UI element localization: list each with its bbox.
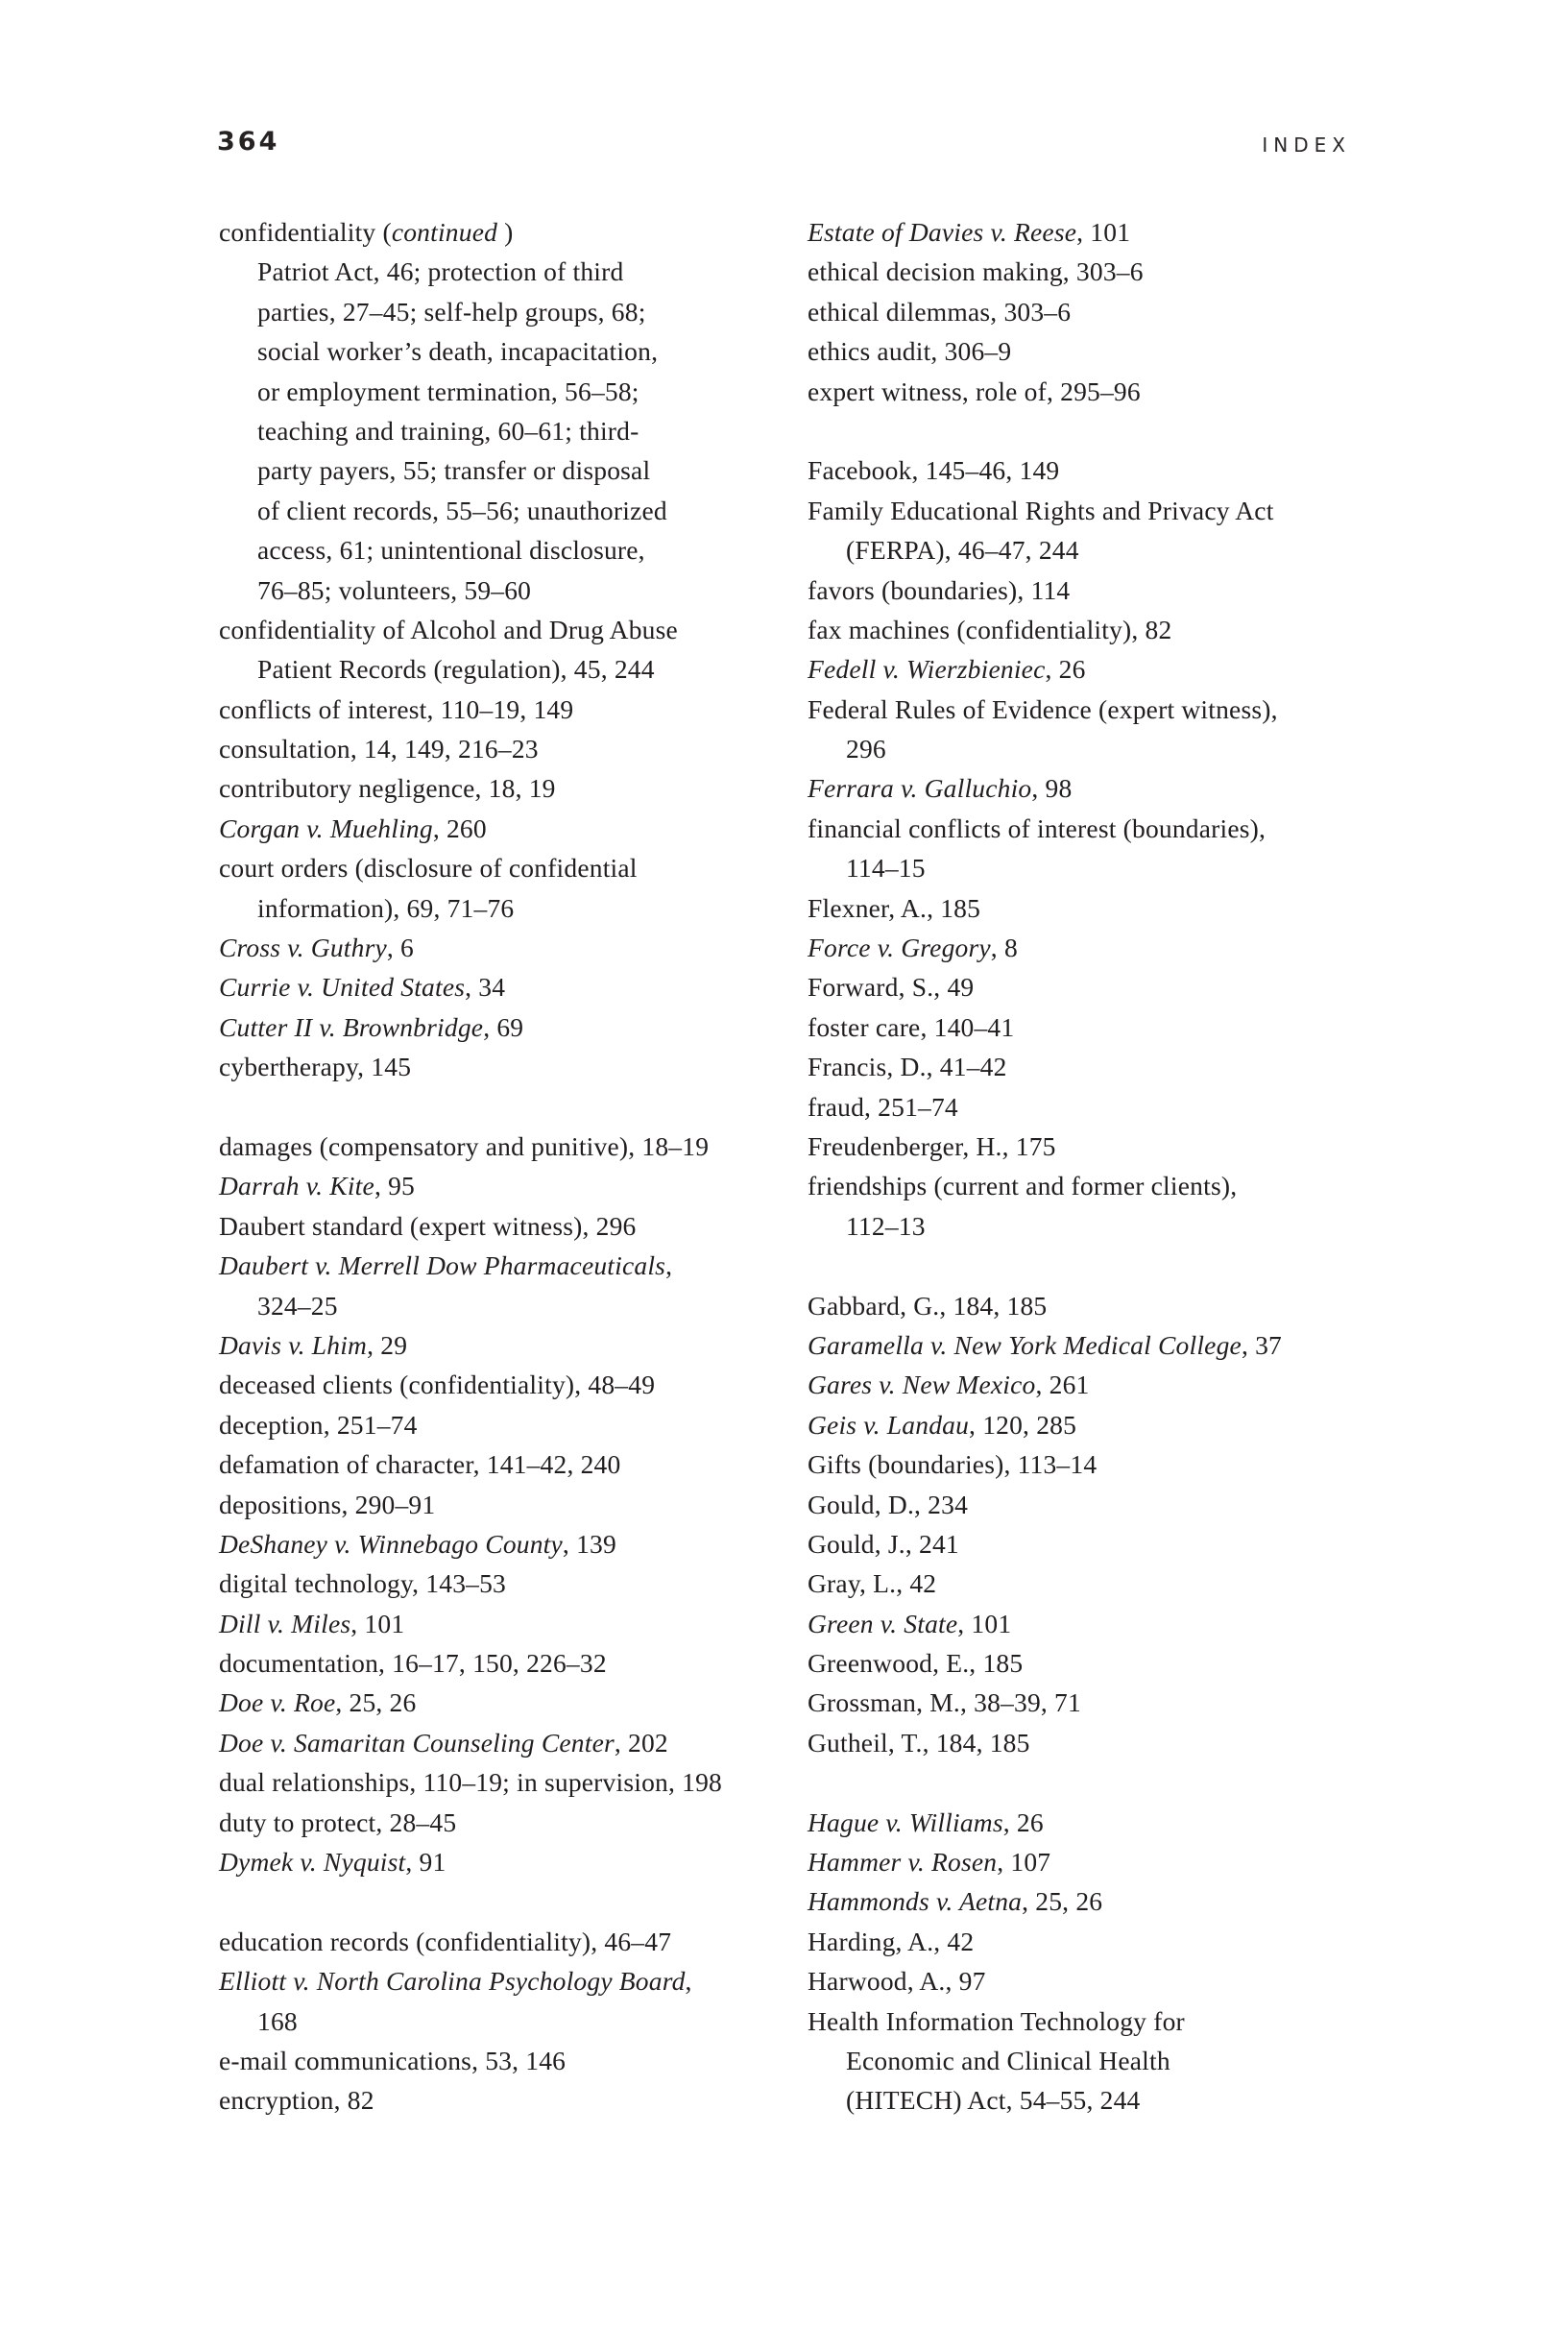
index-entry-text: Harwood, A., 97 <box>808 1966 986 1997</box>
blank-line <box>219 1881 814 1921</box>
index-column-left <box>219 212 814 2121</box>
index-entry-line <box>219 1723 814 1762</box>
index-entry-text: ethical dilemmas, 303–6 <box>808 296 1072 327</box>
index-entry-text: , 34 <box>465 972 506 1003</box>
index-entry-text: Health Information Technology for <box>808 2005 1185 2036</box>
index-entry-line <box>808 372 1403 411</box>
index-entry-case-name: Geis v. Landau <box>808 1409 970 1440</box>
index-entry-line <box>808 1643 1403 1683</box>
index-entry-line <box>808 1405 1403 1444</box>
index-entry-line <box>219 1405 814 1444</box>
index-entry-text: fax machines (confidentiality), 82 <box>808 614 1172 644</box>
index-entry-text: ethics audit, 306–9 <box>808 336 1012 367</box>
index-entry-text: foster care, 140–41 <box>808 1011 1015 1042</box>
index-entry-line <box>808 1683 1403 1722</box>
index-entry-case-name: Doe v. Samaritan Counseling Center <box>219 1727 615 1758</box>
index-entry-line <box>808 928 1403 967</box>
index-entry-line <box>219 1047 814 1086</box>
index-entry-text: of client records, 55–56; unauthorized <box>257 495 667 525</box>
index-entry-line <box>808 809 1403 848</box>
index-entry-text: consultation, 14, 149, 216–23 <box>219 734 539 764</box>
index-entry-text: Forward, S., 49 <box>808 972 975 1003</box>
index-entry-text: , 261 <box>1035 1370 1090 1400</box>
index-entry-line <box>808 491 1403 530</box>
index-entry-text: Greenwood, E., 185 <box>808 1648 1024 1679</box>
index-entry-line <box>219 1564 814 1603</box>
index-entry-line <box>219 649 814 689</box>
index-entry-line <box>808 1047 1403 1086</box>
index-entry-line <box>219 252 814 291</box>
index-entry-text: defamation of character, 141–42, 240 <box>219 1449 621 1480</box>
index-entry-text: , 101 <box>1076 217 1131 247</box>
index-entry-text: court orders (disclosure of confidential <box>219 853 638 884</box>
index-entry-line <box>219 610 814 649</box>
index-entry-line <box>808 1087 1403 1127</box>
index-entry-text: ethical decision making, 303–6 <box>808 256 1144 287</box>
index-entry-text: , 69 <box>483 1011 524 1042</box>
index-entry-case-name: Cross v. Guthry <box>219 933 387 963</box>
index-entry-text: 114–15 <box>846 853 926 884</box>
index-entry-text: , 95 <box>374 1171 415 1201</box>
index-entry-text: damages (compensatory and punitive), 18–19 <box>219 1130 710 1161</box>
index-entry-text: (HITECH) Act, 54–55, 244 <box>846 2085 1141 2116</box>
index-entry-line <box>808 1842 1403 1881</box>
index-entry-text: , 91 <box>405 1847 446 1878</box>
index-entry-line <box>219 928 814 967</box>
index-entry-line <box>808 1803 1403 1842</box>
index-entry-text: , 260 <box>432 812 487 843</box>
index-entry-text: social worker’s death, incapacitation, <box>257 336 659 367</box>
index-entry-line <box>219 1485 814 1524</box>
index-column-right <box>808 212 1403 2121</box>
index-entry-line <box>219 729 814 768</box>
index-entry-text: ) <box>497 217 514 247</box>
index-entry-text: encryption, 82 <box>219 2085 374 2116</box>
index-entry-text: Gray, L., 42 <box>808 1568 937 1599</box>
index-entry-text: , 25, 26 <box>1022 1886 1103 1917</box>
index-entry-case-name: Dymek v. Nyquist <box>219 1847 406 1878</box>
index-entry-line <box>219 967 814 1006</box>
index-entry-text: , <box>685 1966 692 1997</box>
index-entry-line <box>808 331 1403 371</box>
index-entry-text: Patient Records (regulation), 45, 244 <box>257 654 655 685</box>
index-entry-text: education records (confidentiality), 46–47 <box>219 1926 672 1956</box>
index-entry-text: , 139 <box>562 1528 616 1559</box>
index-entry-case-name: Davis v. Lhim <box>219 1329 368 1360</box>
index-entry-line <box>808 2041 1403 2080</box>
index-entry-text: 296 <box>846 734 886 764</box>
index-entry-line <box>219 1325 814 1365</box>
index-entry-text: Patriot Act, 46; protection of third <box>257 256 624 287</box>
index-entry-case-name: Gares v. New Mexico <box>808 1370 1036 1400</box>
index-entry-text: , <box>665 1250 673 1281</box>
index-entry-text: , 25, 26 <box>335 1687 417 1718</box>
index-entry-text: duty to protect, 28–45 <box>219 1806 457 1837</box>
index-entry-line <box>219 888 814 928</box>
index-entry-text: expert witness, role of, 295–96 <box>808 376 1141 406</box>
index-entry-text: access, 61; unintentional disclosure, <box>257 535 645 566</box>
index-entry-line <box>219 1604 814 1643</box>
index-entry-case-name: Green v. State <box>808 1608 958 1638</box>
index-entry-line <box>808 848 1403 887</box>
index-entry-line <box>808 967 1403 1006</box>
index-entry-line <box>808 1365 1403 1404</box>
page-number: 364 <box>217 127 280 157</box>
index-entry-text: depositions, 290–91 <box>219 1489 436 1519</box>
index-entry-line <box>219 1166 814 1205</box>
index-entry-text: deceased clients (confidentiality), 48–49 <box>219 1370 656 1400</box>
index-entry-text: Freudenberger, H., 175 <box>808 1130 1056 1161</box>
index-entry-line <box>219 530 814 570</box>
index-entry-text: documentation, 16–17, 150, 226–32 <box>219 1648 607 1679</box>
index-entry-case-name: Dill v. Miles <box>219 1608 351 1638</box>
index-entry-text: , 101 <box>350 1608 405 1638</box>
index-entry-line <box>808 729 1403 768</box>
blank-line <box>808 411 1403 450</box>
index-entry-case-name: Currie v. United States <box>219 972 466 1003</box>
index-entry-case-name: Fedell v. Wierzbieniec <box>808 654 1046 685</box>
index-entry-line <box>219 1842 814 1881</box>
index-entry-text: financial conflicts of interest (boundaries), <box>808 812 1266 843</box>
index-entry-text: , 29 <box>367 1329 408 1360</box>
index-entry-line <box>219 1365 814 1404</box>
index-entry-text: friendships (current and former clients), <box>808 1171 1238 1201</box>
index-entry-case-name: Estate of Davies v. Reese <box>808 217 1077 247</box>
index-entry-line <box>808 690 1403 729</box>
index-entry-text: Federal Rules of Evidence (expert witness), <box>808 693 1278 724</box>
index-entry-line <box>219 1007 814 1047</box>
index-entry-line <box>219 1206 814 1246</box>
index-entry-case-name: Hammonds v. Aetna <box>808 1886 1023 1917</box>
index-entry-line <box>219 491 814 530</box>
index-entry-case-name: Darrah v. Kite <box>219 1171 374 1201</box>
index-entry-line <box>808 530 1403 570</box>
index-entry-line <box>808 292 1403 331</box>
index-entry-line <box>219 2080 814 2120</box>
index-entry-text: , 26 <box>1045 654 1086 685</box>
index-entry-text: favors (boundaries), 114 <box>808 574 1071 605</box>
index-entry-case-name: Doe v. Roe <box>219 1687 336 1718</box>
index-entry-line <box>219 331 814 371</box>
index-entry-text: 76–85; volunteers, 59–60 <box>257 574 532 605</box>
index-entry-line <box>808 768 1403 808</box>
index-entry-line <box>808 2001 1403 2041</box>
index-entry-line <box>219 1643 814 1683</box>
index-entry-line <box>219 848 814 887</box>
index-entry-line <box>219 212 814 252</box>
index-entry-line <box>219 1524 814 1564</box>
index-entry-line <box>808 1286 1403 1325</box>
index-entry-line <box>808 1325 1403 1365</box>
index-entry-line <box>219 1803 814 1842</box>
index-entry-case-name: Corgan v. Muehling <box>219 812 433 843</box>
index-entry-text: deception, 251–74 <box>219 1409 418 1440</box>
index-entry-text: 168 <box>257 2005 298 2036</box>
index-entry-text: 112–13 <box>846 1210 926 1241</box>
index-entry-text: Grossman, M., 38–39, 71 <box>808 1687 1081 1718</box>
index-entry-line <box>219 1286 814 1325</box>
index-entry-text: Economic and Clinical Health <box>846 2045 1170 2075</box>
index-entry-text: information), 69, 71–76 <box>257 892 515 923</box>
index-entry-line <box>219 768 814 808</box>
index-entry-text: , 8 <box>990 933 1018 963</box>
index-entry-line <box>808 888 1403 928</box>
index-entry-text: Gifts (boundaries), 113–14 <box>808 1449 1098 1480</box>
index-entry-line <box>219 2001 814 2041</box>
index-entry-line <box>808 1961 1403 2000</box>
index-entry-case-name: Garamella v. New York Medical College <box>808 1329 1242 1360</box>
index-entry-line <box>808 1206 1403 1246</box>
index-entry-text: Gutheil, T., 184, 185 <box>808 1727 1030 1758</box>
index-entry-case-name: DeShaney v. Winnebago County <box>219 1528 563 1559</box>
index-entry-line <box>219 690 814 729</box>
index-entry-text: (FERPA), 46–47, 244 <box>846 535 1079 566</box>
index-entry-text: , 101 <box>957 1608 1012 1638</box>
index-entry-case-name: Hammer v. Rosen <box>808 1847 998 1878</box>
index-entry-case-name: Elliott v. North Carolina Psychology Board <box>219 1966 686 1997</box>
index-entry-line <box>808 1604 1403 1643</box>
index-entry-text: fraud, 251–74 <box>808 1091 958 1122</box>
index-entry-case-name: Hague v. Williams <box>808 1806 1003 1837</box>
index-entry-line <box>219 292 814 331</box>
index-entry-text: Flexner, A., 185 <box>808 892 981 923</box>
index-entry-line <box>808 252 1403 291</box>
index-entry-line <box>219 1762 814 1802</box>
index-entry-text: Gould, J., 241 <box>808 1528 959 1559</box>
index-entry-text: confidentiality ( <box>219 217 392 247</box>
index-entry-text: cybertherapy, 145 <box>219 1052 412 1082</box>
index-entry-text: , 120, 285 <box>969 1409 1077 1440</box>
index-entry-case-name: Daubert v. Merrell Dow Pharmaceuticals <box>219 1250 666 1281</box>
index-entry-line <box>808 1564 1403 1603</box>
index-entry-text: , 26 <box>1002 1806 1044 1837</box>
index-entry-line <box>808 1881 1403 1921</box>
index-entry-line <box>808 1166 1403 1205</box>
index-entry-line <box>808 2080 1403 2120</box>
index-entry-text: , 107 <box>997 1847 1051 1878</box>
index-entry-line <box>808 1444 1403 1484</box>
index-entry-line <box>219 809 814 848</box>
index-entry-line <box>219 1246 814 1285</box>
index-entry-text: Gabbard, G., 184, 185 <box>808 1290 1048 1321</box>
index-entry-text: , 98 <box>1031 773 1073 804</box>
index-entry-text: Family Educational Rights and Privacy Act <box>808 495 1274 525</box>
index-entry-case-name: Force v. Gregory <box>808 933 991 963</box>
index-entry-line <box>808 1524 1403 1564</box>
index-entry-text: Daubert standard (expert witness), 296 <box>219 1210 637 1241</box>
index-entry-text: teaching and training, 60–61; third- <box>257 415 639 446</box>
index-entry-line <box>808 1007 1403 1047</box>
index-entry-line <box>219 1922 814 1961</box>
index-entry-text: Francis, D., 41–42 <box>808 1052 1007 1082</box>
index-entry-text: dual relationships, 110–19; in supervision, 198 <box>219 1767 722 1798</box>
running-head: INDEX <box>1262 133 1351 157</box>
index-entry-line <box>219 2041 814 2080</box>
index-entry-line <box>219 1961 814 2000</box>
index-entry-case-name: continued <box>391 217 498 247</box>
index-entry-line <box>808 1127 1403 1166</box>
index-entry-line <box>808 570 1403 610</box>
blank-line <box>808 1246 1403 1285</box>
index-entry-text: parties, 27–45; self-help groups, 68; <box>257 296 646 327</box>
index-entry-text: Harding, A., 42 <box>808 1926 975 1956</box>
index-entry-text: contributory negligence, 18, 19 <box>219 773 556 804</box>
index-entry-text: digital technology, 143–53 <box>219 1568 506 1599</box>
index-entry-line <box>219 450 814 490</box>
index-entry-text: , 37 <box>1241 1329 1282 1360</box>
index-entry-line <box>219 570 814 610</box>
index-entry-line <box>808 1922 1403 1961</box>
index-entry-line <box>808 450 1403 490</box>
index-entry-line <box>219 372 814 411</box>
index-entry-line <box>808 1723 1403 1762</box>
index-entry-line <box>219 1127 814 1166</box>
blank-line <box>808 1762 1403 1802</box>
index-entry-text: e-mail communications, 53, 146 <box>219 2045 567 2075</box>
index-entry-line <box>219 1683 814 1722</box>
index-entry-line <box>808 649 1403 689</box>
index-entry-line <box>808 212 1403 252</box>
index-entry-case-name: Ferrara v. Galluchio <box>808 773 1032 804</box>
index-entry-text: Gould, D., 234 <box>808 1489 969 1519</box>
index-entry-text: conflicts of interest, 110–19, 149 <box>219 693 574 724</box>
index-entry-line <box>219 411 814 450</box>
index-entry-line <box>808 1485 1403 1524</box>
index-entry-case-name: Cutter II v. Brownbridge <box>219 1011 484 1042</box>
index-entry-text: confidentiality of Alcohol and Drug Abuse <box>219 614 678 644</box>
index-entry-text: , 202 <box>614 1727 668 1758</box>
index-entry-line <box>808 610 1403 649</box>
index-entry-text: Facebook, 145–46, 149 <box>808 455 1060 486</box>
blank-line <box>219 1087 814 1127</box>
index-entry-text: 324–25 <box>257 1290 338 1321</box>
index-entry-text: , 6 <box>386 933 414 963</box>
index-entry-text: or employment termination, 56–58; <box>257 376 639 406</box>
index-entry-line <box>219 1444 814 1484</box>
index-entry-text: party payers, 55; transfer or disposal <box>257 455 651 486</box>
